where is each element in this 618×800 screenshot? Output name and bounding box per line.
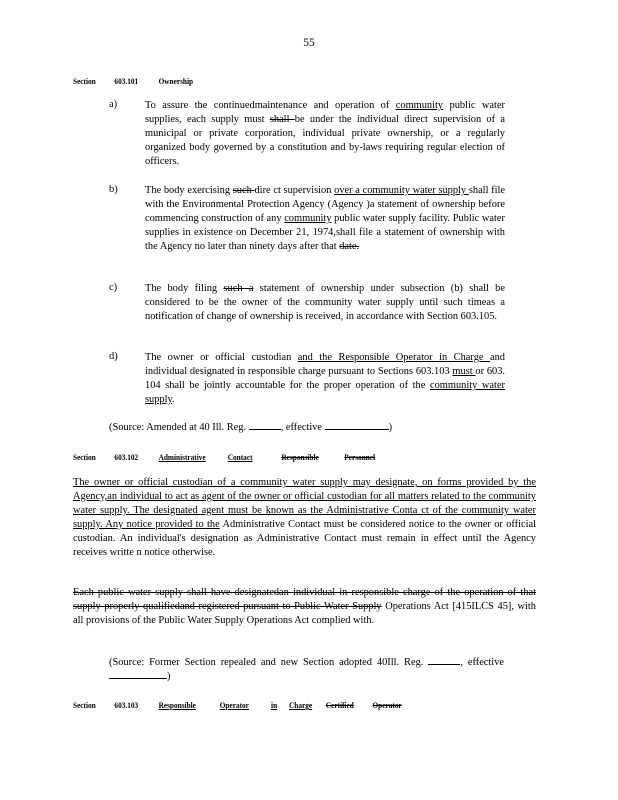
blank-line [428,664,460,665]
section-label: Section [73,452,96,462]
item-c-text: The body filing such a statement of ownership under subsection (b) shall be considered to be the owner of the community water supply until such timeas a notification of change of ownership is received, in accordance with Section 603.105. [145,283,505,322]
heading-word-administrative: Administrative [158,452,206,462]
item-a-label: a) [109,99,118,110]
page-number: 55 [303,37,315,49]
heading-word-charge: Charge [289,700,313,710]
blank-line [325,429,389,430]
heading-word-personnel: Personnel [344,452,376,462]
heading-word-operator-struck: Operator [372,700,402,710]
section-603-103-heading [73,700,402,710]
section-label: Section [73,700,96,710]
item-d-text: The owner or official custodian and the Responsible Operator in Charge and individual designated in responsible charge pursuant to Sections 603.103 must or 603. 104 shall be jointly accountable for the proper operation of the community water supply. [145,352,506,405]
heading-word-contact: Contact [227,452,253,462]
heading-word-certified: Certified [325,700,354,710]
section-number: 603.103 [114,700,139,710]
item-d-label: d) [109,351,118,362]
source-note-2: (Source: Former Section repealed and new Section adopted 40Ill. Reg. , effective ) [109,657,504,682]
blank-line [249,429,281,430]
item-b-text: The body exercising such dire ct supervision over a community water supply shall file with the Environmental Protection Agency (Agency )a statement of ownership before commencing construction of any community public water supply facility. Public water supplies in existence on December 21, 1974,shall file a statement of ownership with the Agency no later than ninety days after that date. [145,185,505,252]
blank-line [109,678,167,679]
section-number: 603.101 [114,76,139,86]
section-title: Ownership [158,76,194,86]
heading-word-responsible: Responsible [158,700,196,710]
section-label: Section [73,76,96,86]
heading-word-responsible: Responsible [281,452,319,462]
administrative-contact-paragraph: The owner or official custodian of a community water supply may designate, on forms provided by the Agency,an individual to act as agent of the owner or official custodian for all matters related to the community water supply. The designated agent must be known as the Administrative Conta ct of the community water supply. Any notice provided to the Administrative Contact must be considered notice to the owner or official custodian. An individual's designation as Administrative Contact must remain in effect until the Agency receives writte n notice otherwise. [73,477,537,558]
heading-word-operator: Operator [219,700,249,710]
heading-word-in: in [271,700,278,710]
source-note-1: (Source: Amended at 40 Ill. Reg. , effective ) [109,422,393,433]
section-603-102-heading [73,452,375,462]
section-number: 603.102 [114,452,139,462]
item-b-label: b) [109,184,118,195]
section-603-101-heading [73,76,193,86]
item-a-text: To assure the continuedmaintenance and operation of community public water supplies, each supply must shall be under the individual direct supervision of a municipal or private corporation, individual private ownership, or a regularly organized body governed by a constitution and by-laws requiring regular election of officers. [145,100,506,167]
responsible-charge-paragraph: Each public water supply shall have designatedan individual in responsible charge of the operation of that supply properly qualifiedand registered pursuant to Public Water Supply Operations Act [415ILCS 45], with all provisions of the Public Water Supply Operations Act complied with. [73,587,536,626]
item-c-label: c) [109,282,118,293]
